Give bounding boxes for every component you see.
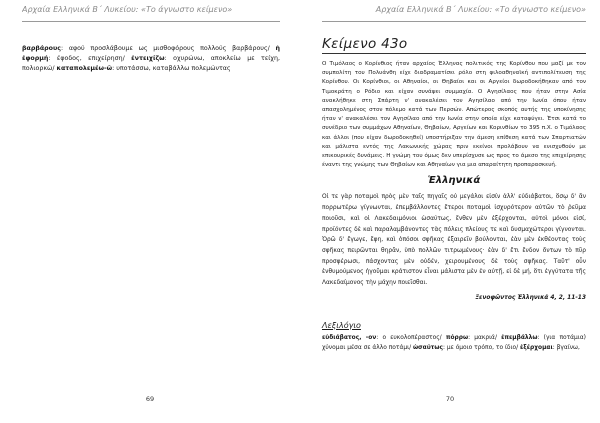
vocabulary-list bbox=[322, 333, 586, 353]
page-number: 70 bbox=[445, 395, 455, 403]
glossary-note bbox=[22, 44, 280, 75]
glossary-term: ἡ ἐφορμή bbox=[22, 45, 280, 63]
vocab-definition: : μακριά/ bbox=[468, 334, 502, 341]
glossary-definition: : έφοδος, επιχείρηση/ bbox=[48, 55, 132, 63]
vocab-definition: : (για ποτάμια) χύνομαι μέσα σε άλλο ποτάμι/ bbox=[322, 334, 586, 351]
lesson-title: Κείμενο 43ο bbox=[322, 36, 408, 52]
running-header: Αρχαία Ελληνικά Β΄ Λυκείου: «Το άγνωστο κείμενο» bbox=[22, 0, 280, 22]
vocab-term: ἐξέρχομαι bbox=[520, 344, 553, 351]
glossary-definition: : αφού προσλάβουμε ως μισθοφόρους πολλούς βαρβάρους/ bbox=[61, 45, 276, 52]
vocab-definition: : με όμοιο τρόπο, το ίδιο/ bbox=[443, 344, 520, 351]
glossary-definition: : υποτάσσω, καταβάλλω πολεμώντας bbox=[112, 65, 231, 73]
right-page bbox=[300, 0, 600, 423]
vocab-term: πόρρω bbox=[445, 334, 469, 341]
glossary-term: βαρβάρους bbox=[22, 45, 61, 52]
glossary-term: ἐντειχίζω bbox=[131, 55, 165, 63]
greek-section-heading: Ἑλληνικά bbox=[427, 175, 481, 187]
vocab-term: ἐπεμβάλλω bbox=[501, 334, 538, 341]
page-number: 69 bbox=[145, 395, 155, 403]
greek-passage: Οἱ τε γὰρ ποταμοὶ πρὸς μὲν ταῖς πηγαῖς οὐ μεγάλοι εἰσίν ἀλλ' εὐδιάβατοι, ὅσῳ δ' ἂν πορρωτέρω γίγνωνται, ἐπεμβάλλοντες ἕτεροι ποταμοὶ ἰσχυρότερον αὐτῶν τὸ ῥεῦμα ποιοῦσι, καὶ οἱ Λακεδαιμόνιοι ὡσαύτως, ἔνθεν μὲν ἐξέρχονται, αὐτοὶ μόνοι εἰσί, προϊόντες δὲ καὶ παραλαμβάνοντες τὰς πόλεις πλείους τε καὶ δυσμαχώτεροι γίγνονται. Ὁρῶ δ' ἔγωγε, ἔφη, καὶ ὁπόσοι σφῆκας ἐξαιρεῖν βούλονται, ἐὰν μὲν ἐκθέοντας τοὺς σφῆκας πειρῶνται θηρᾶν, ὑπὸ πολλῶν τιτρωμένους· ἐὰν δ' ἔτι ἔνδον ὄντων τὸ πῦρ προσφέρωσι, πάσχοντας μὲν οὐδέν, χειρουμένους δὲ τοὺς σφῆκας. Ταῦτ' οὖν ἐνθυμούμενος ἡγοῦμαι κράτιστον εἶναι μάλιστα μὲν ἐν αὐτῇ, εἰ δὲ μή, ὅτι ἐγγύτατα τῆς Λακεδαίμονος τὴν μάχην ποιεῖσθαι. bbox=[322, 194, 586, 287]
vocab-definition: : βγαίνω, bbox=[552, 344, 580, 351]
vocab-term: εὐδιάβατος, -ον bbox=[322, 334, 377, 341]
title-divider bbox=[322, 53, 586, 54]
vocab-definition: : ο ευκολοπέραστος/ bbox=[376, 334, 446, 341]
intro-paragraph: Ο Τιμόλαος ο Κορίνθιος ήταν αρχαίος Έλληνας πολιτικός της Κορίνθου που μαζί με τον συμπολίτη του Πολυάνθη είχε διαδραματίσει ρόλο στη φιλοαθηναϊκή αντιπολίτευση της Κορίνθου. Οι Κορίνθιοι, οι Αθηναίοι, οι Θηβαίοι και οι Αργείοι δωροδοκήθηκαν από τον Τιμοκράτη ο Ρόδιο και είχαν συνάψει συμμαχία. Ο Αγησίλαος που ήταν στην Ασία ανακλήθηκε στη Σπάρτη ν' ανακαλέσει τον Αγησίλαο από την Ιωνία όπου ήταν απασχολημένος στον πόλεμο κατά των Περσών. Απώτερος σκοπός αυτής της υποκίνησης ήταν ν' ανακαλέσει τον Αγησίλαο από την Ιωνία στην οποία είχε καταφύγει. Έτσι κατά το συνέδριο των συμμάχων Αθηναίων, Θηβαίων, Αργείων και Κορινθίων το 395 π.Χ. ο Τιμόλαος και άλλοι (που είχαν δωροδοκηθεί) υποστήριξαν την άμεση επίθεση κατά των Σπαρτιατών και μάλιστα εντός της Λακωνικής χώρας πριν εκείνοι προλάβουν να ενισχυθούν με επικουρικές δυνάμεις. Η γνώμη του όμως δεν υπερίσχυσε ως προς το άμεσο της επιχείρησης έναντι της γνώμης των Θηβαίων και Αθηναίων για μια απαραίτητη προπαρασκευή. bbox=[322, 61, 586, 169]
glossary-definition: : οχυρώνω, αποκλείω με τείχη, πολιορκώ/ bbox=[22, 55, 281, 73]
glossary-term: καταπολεμέω-ῶ bbox=[56, 65, 113, 73]
vocabulary-heading: Λεξιλόγιο bbox=[322, 320, 361, 330]
running-header: Αρχαία Ελληνικά Β΄ Λυκείου: «Το άγνωστο κείμενο» bbox=[322, 0, 586, 22]
vocab-term: ὡσαύτως bbox=[412, 344, 444, 351]
source-citation: Ξενοφῶντος Ἑλληνικά 4, 2, 11-13 bbox=[475, 294, 586, 301]
